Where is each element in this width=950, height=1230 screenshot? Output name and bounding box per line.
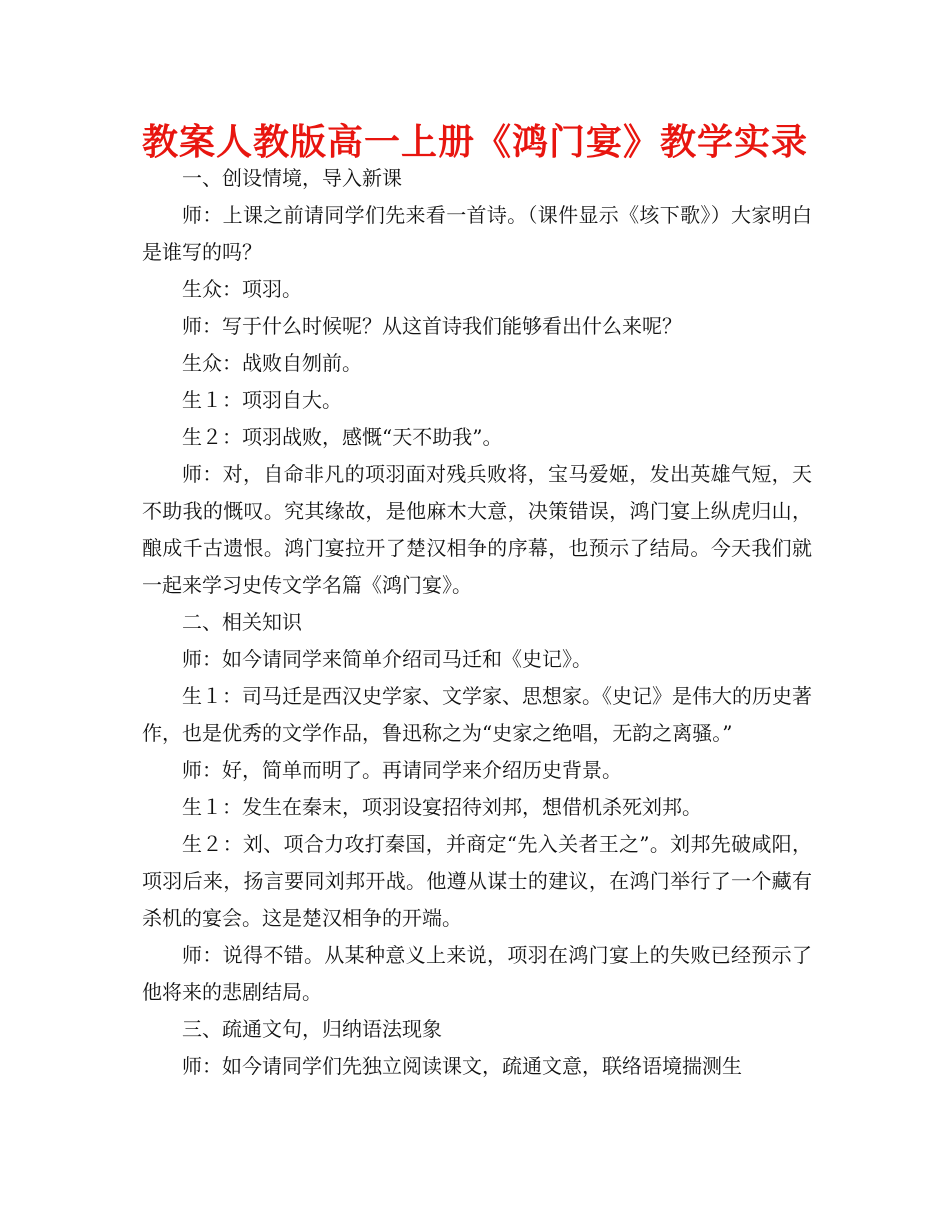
paragraph: 生众：战败自刎前。 [182, 351, 362, 375]
paragraph: 生２：刘、项合力攻打秦国，并商定“先入关者王之”。刘邦先破咸阳，项羽后来，扬言要同刘邦开战。他遵从谋士的建议，在鸿门举行了一个藏有杀机的宴会。这是楚汉相争的开端。 [142, 832, 812, 930]
paragraph: 生２：项羽战败，感慨“天不助我”。 [182, 425, 503, 449]
section-heading-1: 一、创设情境，导入新课 [182, 166, 402, 190]
paragraph: 师：说得不错。从某种意义上来说，项羽在鸿门宴上的失败已经预示了他将来的悲剧结局。 [142, 943, 812, 1004]
section-heading-3: 三、疏通文句，归纳语法现象 [182, 1017, 442, 1041]
document-body [142, 160, 812, 1085]
paragraph: 生１：发生在秦末，项羽设宴招待刘邦，想借机杀死刘邦。 [182, 795, 702, 819]
document-title: 教案人教版高一上册《鸿门宴》教学实录 [141, 122, 808, 163]
paragraph: 师：如今请同学来简单介绍司马迁和《史记》。 [182, 647, 592, 671]
paragraph: 生１：司马迁是西汉史学家、文学家、思想家。《史记》是伟大的历史著作，也是优秀的文学作品，鲁迅称之为“史家之绝唱，无韵之离骚。” [142, 684, 812, 745]
paragraph: 生１：项羽自大。 [182, 388, 342, 412]
paragraph: 生众：项羽。 [182, 277, 302, 301]
paragraph: 师：上课之前请同学们先来看一首诗。（课件显示《垓下歌》）大家明白是谁写的吗？ [142, 203, 812, 264]
paragraph: 师：写于什么时候呢？从这首诗我们能够看出什么来呢？ [182, 314, 682, 338]
section-heading-2: 二、相关知识 [182, 610, 302, 634]
paragraph: 师：如今请同学们先独立阅读课文，疏通文意，联络语境揣测生 [182, 1054, 742, 1078]
paragraph: 师：对，自命非凡的项羽面对残兵败将，宝马爱姬，发出英雄气短，天不助我的慨叹。究其缘故，是他麻木大意，决策错误，鸿门宴上纵虎归山，酿成千古遗恨。鸿门宴拉开了楚汉相争的序幕，也预示了结局。今天我们就一起来学习史传文学名篇《鸿门宴》。 [142, 462, 812, 597]
paragraph: 师：好，简单而明了。再请同学来介绍历史背景。 [182, 758, 622, 782]
